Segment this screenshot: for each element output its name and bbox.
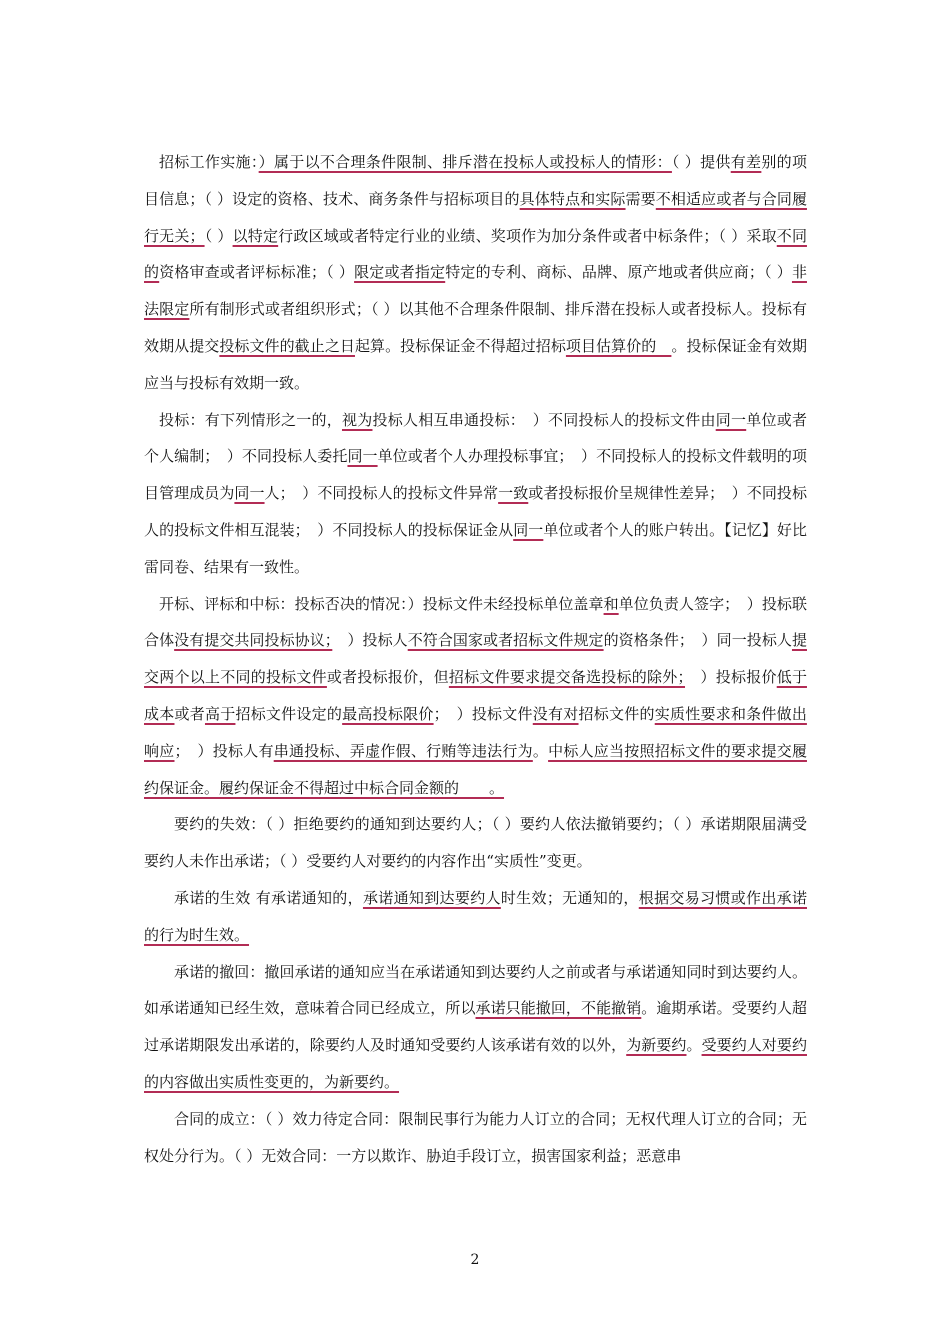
text-run: 的资格条件； ）同一投标人 xyxy=(603,631,792,650)
underlined-text: 最高投标限价 xyxy=(342,704,434,723)
underlined-text: 不相适应或者与合同履行无关； xyxy=(144,189,807,245)
text-run: 。投标保证金有效期应当与投标有效期一致。 xyxy=(144,336,807,392)
underlined-text: 提交两个以上不同的投标文件 xyxy=(144,631,807,687)
underlined-text: 受要约人对要约的内容做出实质性变更的，为新要约。 xyxy=(144,1036,807,1091)
text-run: 人； ）不同投标人的投标文件异常 xyxy=(264,484,499,503)
underlined-text: 实质性要求和条件做出响应 xyxy=(144,704,807,760)
document-body xyxy=(144,144,807,1174)
text-run: ； ）投标人有 xyxy=(174,741,274,760)
text-run: 需要 xyxy=(625,189,656,208)
underlined-text: 没有对 xyxy=(532,704,579,723)
underlined-text: 同一 xyxy=(347,447,378,466)
text-run: 所有制形式或者组织形式；（ ）以其他不合理条件限制、排斥潜在投标人或者投标人。投标有效期从提交 xyxy=(144,300,807,355)
text-run: 别的项目信息；（ ）设定的资格、技术、商务条件与招标项目的 xyxy=(144,153,807,208)
text-run: 招标工作实施： xyxy=(159,153,259,171)
underlined-text: 和 xyxy=(603,594,619,613)
text-run: 行政区域或者特定行业的业绩、奖项作为加分条件或者中标条件；（ ）采取 xyxy=(278,226,777,245)
text-run: 单位或者个人编制； ）不同投标人委托 xyxy=(144,410,807,466)
text-run: 时生效；无通知的， xyxy=(500,888,639,907)
page-number: 2 xyxy=(470,1252,480,1268)
text-run: ； ）投标文件 xyxy=(433,704,533,723)
text-run: 资格审查或者评标标准；（ ） xyxy=(159,263,355,282)
paragraph xyxy=(144,586,807,807)
underlined-text: 限定或者指定 xyxy=(354,263,446,282)
text-run: 开标、评标和中标：投标否决的情况：）投标文件未经投标单位盖章 xyxy=(159,594,604,613)
underlined-text: 非法限定 xyxy=(144,263,807,319)
text-run: ）投标人 xyxy=(332,631,408,650)
underlined-text: 一致 xyxy=(498,484,529,503)
underlined-text: 为新要约 xyxy=(626,1036,687,1055)
underlined-text: 不同的 xyxy=(144,226,807,282)
underlined-text: 根据交易习惯或作出承诺的行为时生效。 xyxy=(144,888,807,944)
underlined-text: 同一 xyxy=(513,520,544,539)
paragraph xyxy=(144,954,807,1101)
underlined-text: 具体特点和实际 xyxy=(519,189,626,208)
text-run: （ ） xyxy=(204,226,233,245)
text-run: 合同的成立：（ ）效力待定合同：限制民事行为能力人订立的合同；无权代理人订立的合同；无权处分行为。（ ）无效合同：一方以欺诈、胁迫手段订立，损害国家利益；恶意串 xyxy=(144,1109,807,1165)
text-run: 或者投标报价呈规律性差异； ）不同投标人的投标文件相互混装； ）不同投标人的投标保证金从 xyxy=(144,484,807,539)
underlined-text: 视为 xyxy=(341,410,373,429)
underlined-text: 有差 xyxy=(730,153,762,171)
text-run: 承诺的撤回：撤回承诺的通知应当在承诺通知到达要约人之前或者与承诺通知同时到达要约人。如承诺通知已经生效，意味着合同已经成立，所以 xyxy=(144,962,807,1018)
text-run: 单位或者个人的账户转出。【记忆】好比雷同卷、结果有一致性。 xyxy=(144,520,807,576)
paragraph xyxy=(144,806,807,880)
underlined-text: 没有提交共同投标协议； xyxy=(174,631,333,650)
text-run: 单位或者个人办理投标事宜； ）不同投标人的投标文件载明的项目管理成员为 xyxy=(144,447,807,503)
text-run: 。 xyxy=(532,741,549,760)
underlined-text: 高于 xyxy=(204,704,236,723)
text-run: 。 xyxy=(686,1036,702,1055)
underlined-text: 承诺只能撤回，不能撤销 xyxy=(475,999,642,1018)
underlined-text: 项目估算价的 xyxy=(565,336,672,355)
underlined-text: 承诺通知到达要约人 xyxy=(362,888,501,907)
text-run: 承诺的生效 有承诺通知的， xyxy=(174,888,363,907)
paragraph xyxy=(144,1101,807,1175)
text-run: 招标文件设定的 xyxy=(235,704,343,723)
underlined-text: ）属于以不合理条件限制、排斥潜在投标人或投标人的情形： xyxy=(258,153,672,171)
underlined-text: 中标人应当按照招标文件的要求提交履约保证金。履约保证金不得超过中标合同金额的 。 xyxy=(144,741,807,797)
underlined-text: 以特定 xyxy=(232,226,279,245)
text-run: 。逾期承诺。受要约人超过承诺期限发出承诺的，除要约人及时通知受要约人该承诺有效的以外， xyxy=(144,999,807,1055)
text-run: 单位负责人签字； ）投标联合体 xyxy=(144,594,807,650)
text-run: （ ）提供 xyxy=(671,153,731,171)
text-run: 或者投标报价，但 xyxy=(326,668,449,687)
text-run: 投标：有下列情形之一的， xyxy=(159,410,342,429)
underlined-text: 同一 xyxy=(234,484,265,503)
text-run: 或者 xyxy=(174,704,205,723)
paragraph xyxy=(144,402,807,586)
paragraph xyxy=(144,880,807,954)
text-run: 特定的专利、商标、品牌、原产地或者供应商；（ ） xyxy=(445,263,792,282)
underlined-text: 串通投标、弄虚作假、行贿等违法行为 xyxy=(273,741,533,760)
paragraph xyxy=(144,144,807,402)
underlined-text: 投标文件的截止之日 xyxy=(219,336,355,355)
text-run: 起算。投标保证金不得超过招标 xyxy=(354,336,566,355)
underlined-text: 同一 xyxy=(715,410,747,429)
text-run: 招标文件的 xyxy=(578,704,655,723)
text-run: 投标人相互串通投标： ）不同投标人的投标文件由 xyxy=(372,410,716,429)
underlined-text: 低于成本 xyxy=(144,668,807,723)
text-run: ）投标报价 xyxy=(685,668,777,687)
text-run: 要约的失效：（ ）拒绝要约的通知到达要约人；（ ）要约人依法撤销要约；（ ）承诺期限届满受要约人未作出承诺；（ ）受要约人对要约的内容作出“实质性”变更。 xyxy=(144,815,807,871)
underlined-text: 不符合国家或者招标文件规定 xyxy=(407,631,604,650)
underlined-text: 招标文件要求提交备选投标的除外； xyxy=(448,668,686,687)
